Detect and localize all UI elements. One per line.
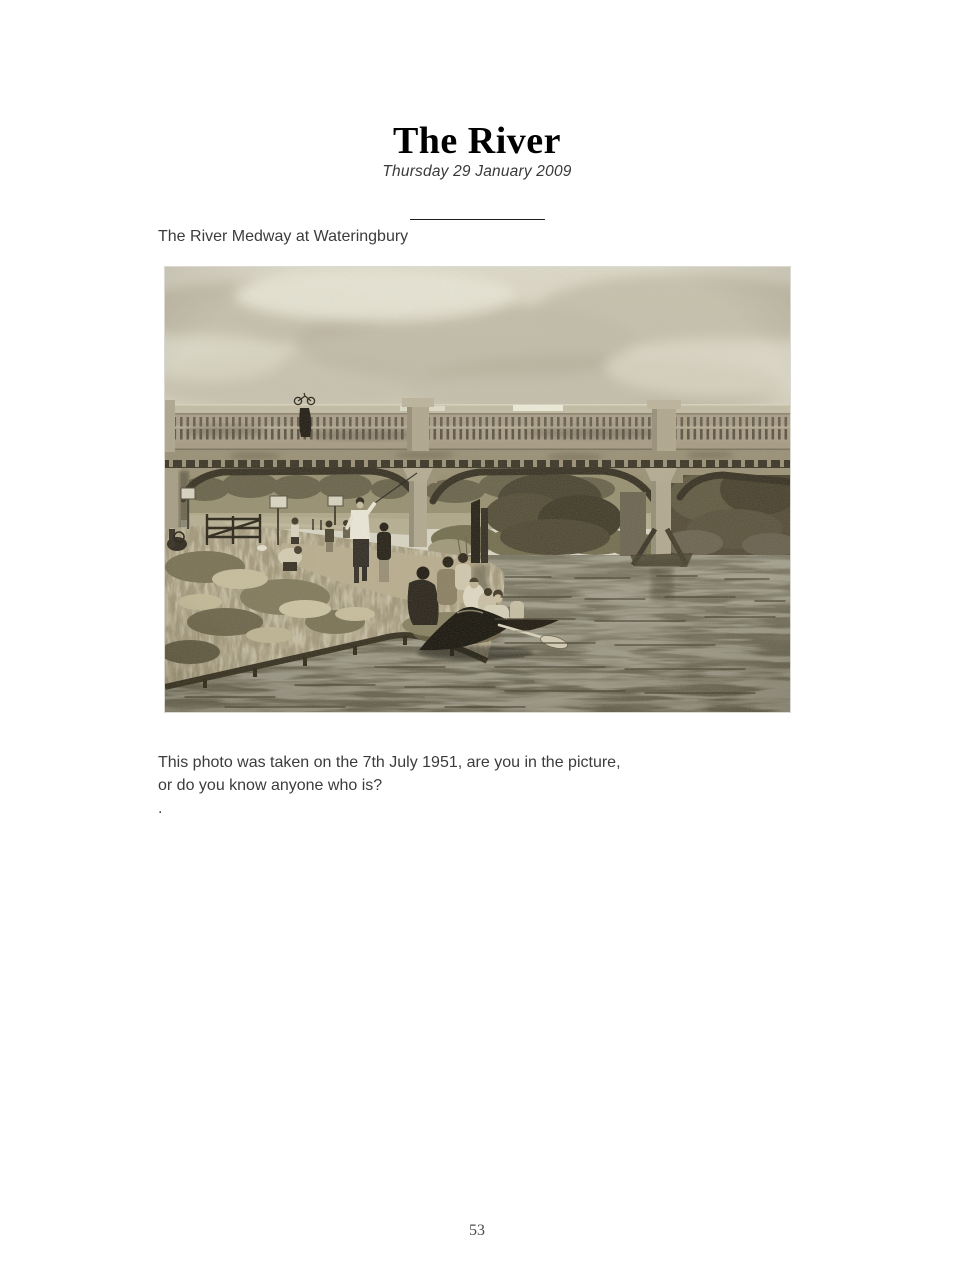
photo-medway-bridge (165, 267, 790, 712)
body-text-line2: or do you know anyone who is? (158, 777, 383, 794)
photo-caption: The River Medway at Wateringbury (158, 228, 409, 245)
divider-rule (410, 219, 545, 220)
post-date: Thursday 29 January 2009 (382, 163, 572, 180)
trailing-dot: . (158, 800, 163, 817)
river-photo-illustration (165, 267, 790, 712)
page-number: 53 (469, 1222, 485, 1239)
body-text-line1: This photo was taken on the 7th July 1951, are you in the picture, (158, 754, 621, 771)
page-title: The River (392, 120, 562, 162)
